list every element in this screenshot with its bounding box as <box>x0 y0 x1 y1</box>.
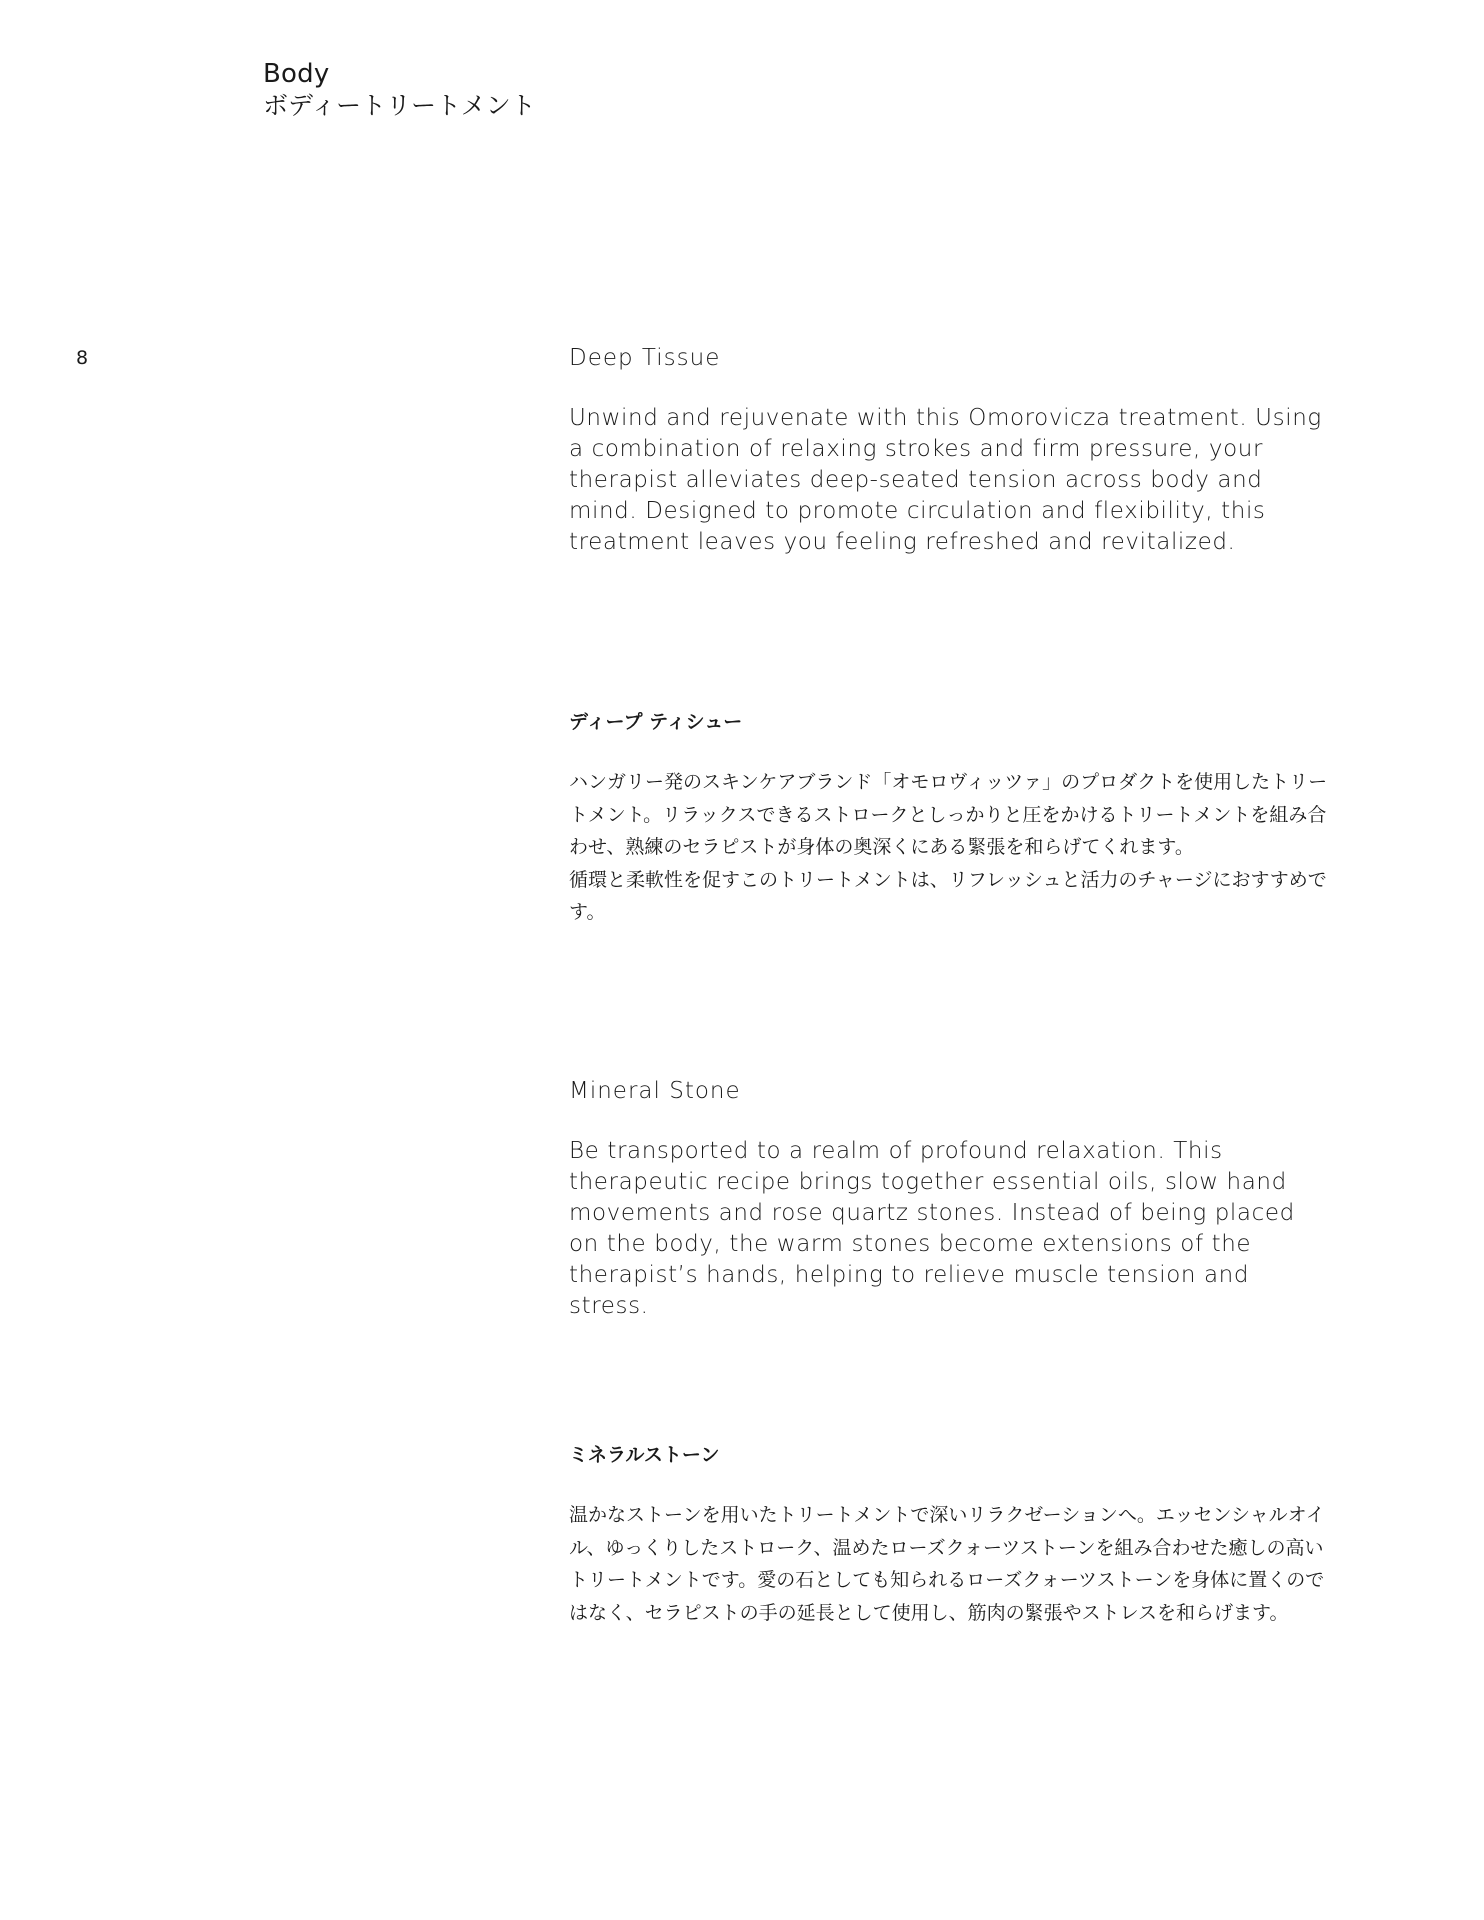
section-description: Be transported to a realm of profound relaxation. This therapeutic recipe brings together essential oils, slow hand movements and rose quartz stones. Instead of being placed on the body, the warm stones become extensions of the therapist’s hands, helping to relieve muscle tension and stress. <box>569 1138 1295 1319</box>
section-mineral-stone-en <box>569 1076 1329 1322</box>
description-paragraph: 循環と柔軟性を促すこのトリートメントは、リフレッシュと活力のチャージにおすすめです。 <box>569 868 1327 923</box>
section-description: Unwind and rejuvenate with this Omorovicza treatment. Using a combination of relaxing strokes and firm pressure, your therapist alleviates deep-seated tension across body and mind. Designed to promote circulation and flexibility, this treatment leaves you feeling refreshed and revitalized. <box>569 405 1322 555</box>
header-title-en: Body <box>263 59 330 89</box>
section-title: ミネラルストーン <box>569 1444 720 1466</box>
section-title: ディープ ティシュー <box>569 711 743 733</box>
page-header <box>263 58 536 122</box>
section-title: Mineral Stone <box>569 1078 741 1104</box>
section-deep-tissue-en <box>569 343 1329 558</box>
description-paragraph: ハンガリー発のスキンケアブランド「オモロヴィッツァ」のプロダクトを使用したトリートメント。リラックスできるストロークとしっかりと圧をかけるトリートメントを組み合わせ、熟練のセラピストが身体の奥深くにある緊張を和らげてくれます。 <box>569 771 1328 858</box>
page-number: 8 <box>76 347 89 369</box>
section-description: 温かなストーンを用いたトリートメントで深いリラクゼーションへ。エッセンシャルオイル、ゆっくりしたストローク、温めたローズクォーツストーンを組み合わせた癒しの高いトリートメントです。愛の石としても知られるローズクォーツストーンを身体に置くのではなく、セラピストの手の延長として使用し、筋肉の緊張やストレスを和らげます。 <box>569 1504 1325 1624</box>
section-description <box>569 766 1329 929</box>
section-mineral-stone-ja <box>569 1441 1329 1629</box>
section-deep-tissue-ja <box>569 708 1329 929</box>
header-title-ja: ボディートリートメント <box>263 91 536 120</box>
section-title: Deep Tissue <box>569 345 721 371</box>
